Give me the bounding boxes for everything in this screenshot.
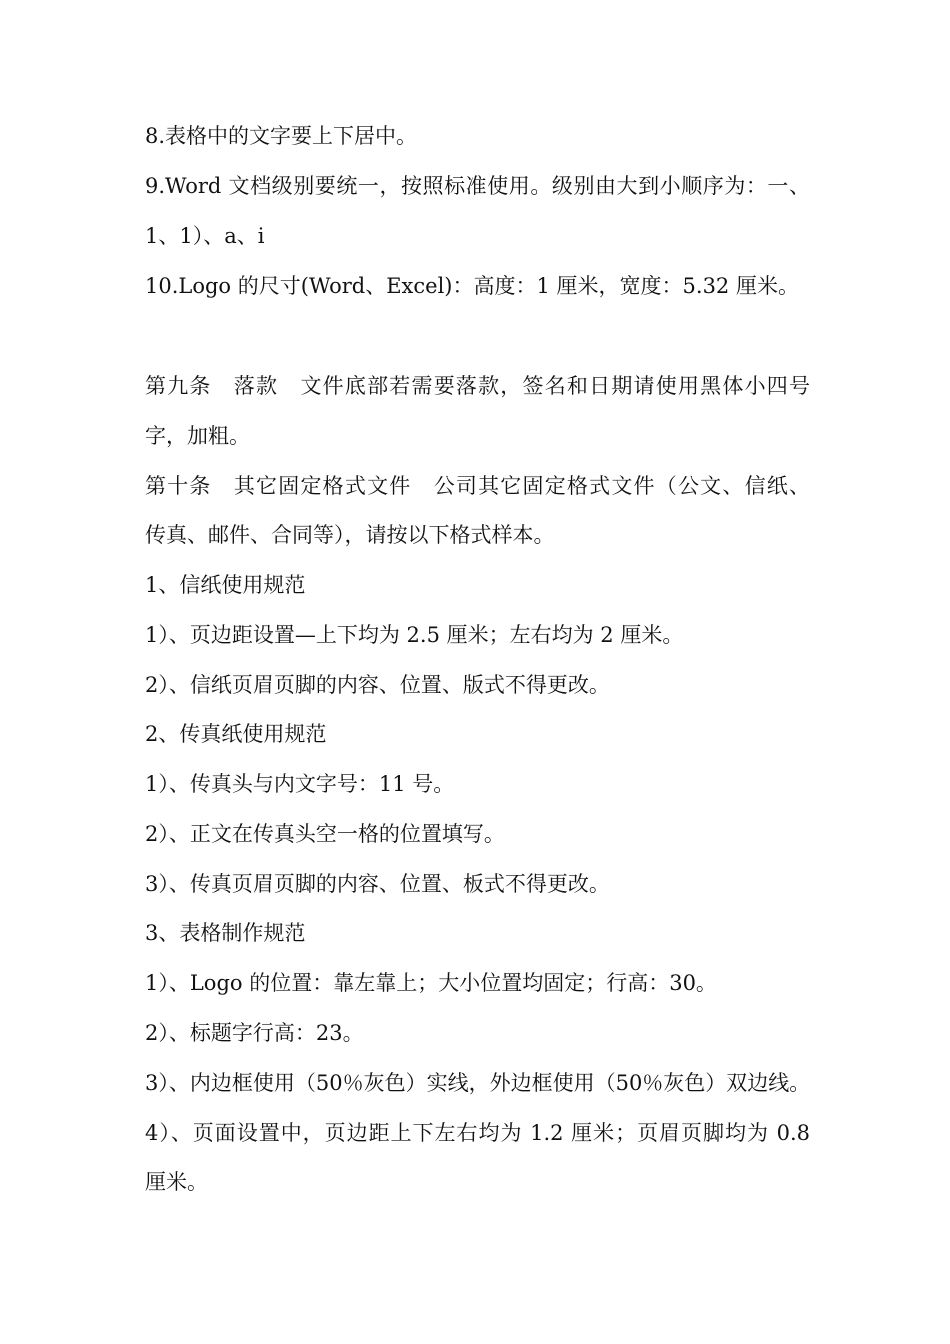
article-heading-line: 第九条 落款 文件底部若需要落款，签名和日期请使用黑体小四号: [145, 374, 810, 398]
list-item: 1）、传真头与内文字号：11 号。: [145, 772, 455, 796]
list-item: 4）、页面设置中，页边距上下左右均为 1.2 厘米；页眉页脚均为 0.8: [145, 1121, 810, 1145]
paragraph-line: 1、1）、a、i: [145, 224, 265, 248]
list-item: 2）、正文在传真头空一格的位置填写。: [145, 822, 505, 846]
paragraph-line: 9.Word 文档级别要统一，按照标准使用。级别由大到小顺序为：一、: [145, 174, 810, 198]
list-item: 2）、标题字行高：23。: [145, 1021, 364, 1045]
list-item: 3）、内边框使用（50％灰色）实线，外边框使用（50％灰色）双边线。: [145, 1071, 811, 1095]
list-item: 1）、Logo 的位置：靠左靠上；大小位置均固定；行高：30。: [145, 971, 717, 995]
paragraph-line: 8.表格中的文字要上下居中。: [145, 124, 418, 148]
list-item: 1）、页边距设置—上下均为 2.5 厘米；左右均为 2 厘米。: [145, 623, 684, 647]
paragraph-line: 10.Logo 的尺寸(Word、Excel)：高度：1 厘米，宽度：5.32 厘米。: [145, 274, 799, 298]
section-heading: 1、信纸使用规范: [145, 573, 306, 597]
list-item-continuation: 厘米。: [145, 1170, 208, 1194]
list-item: 2）、信纸页眉页脚的内容、位置、版式不得更改。: [145, 673, 610, 697]
section-heading: 3、表格制作规范: [145, 921, 306, 945]
article-heading-line: 第十条 其它固定格式文件 公司其它固定格式文件（公文、信纸、: [145, 474, 810, 498]
paragraph-line: 传真、邮件、合同等），请按以下格式样本。: [145, 523, 555, 547]
section-heading: 2、传真纸使用规范: [145, 722, 327, 746]
paragraph-line: 字，加粗。: [145, 424, 250, 448]
list-item: 3）、传真页眉页脚的内容、位置、板式不得更改。: [145, 872, 610, 896]
